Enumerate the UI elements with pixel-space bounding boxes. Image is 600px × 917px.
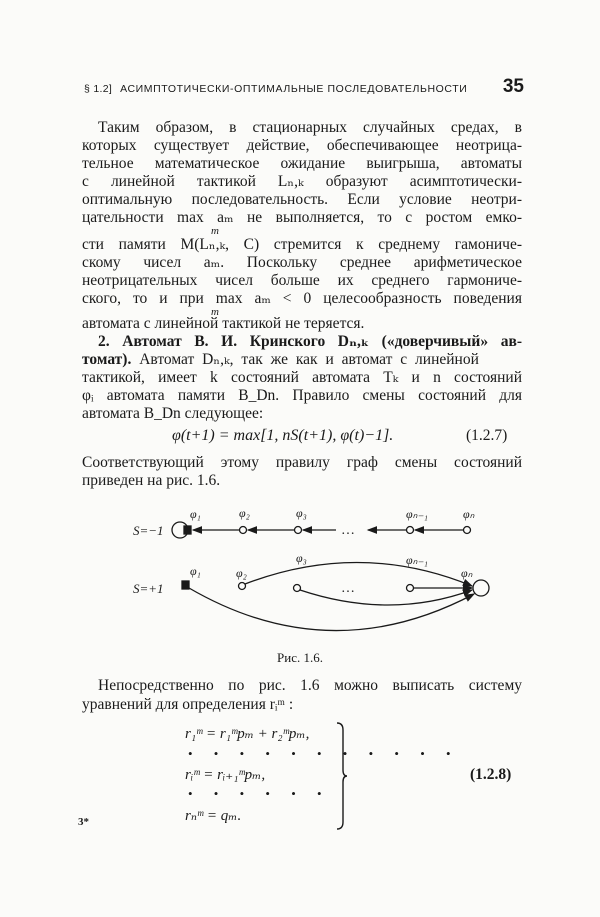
- state-node-active: [182, 581, 189, 589]
- figure-caption: Рис. 1.6.: [277, 650, 323, 665]
- text-line: уравнений для определения rᵢᵐ :: [82, 696, 294, 713]
- text-line: автомата с линейной тактикой не теряется.: [82, 315, 365, 332]
- text-line: тельное математическое ожидание выигрыша, автоматы: [82, 155, 522, 172]
- text-line: приведен на рис. 1.6.: [82, 472, 221, 489]
- transition-arrow: [300, 590, 472, 605]
- text-line: Таким образом, в стационарных случайных средах, в: [98, 119, 522, 136]
- equation-line: rᵢᵐ = rᵢ₊₁ᵐpₘ,: [185, 767, 266, 783]
- state-label: φₙ₋₁: [406, 553, 428, 567]
- text-line: скому чисел aₘ. Поскольку среднее арифметическое: [82, 254, 522, 271]
- text-line: ского, то и при max aₘ < 0 целесообразность поведения: [82, 290, 522, 307]
- text-line: которых существует действие, обеспечивающее неотрица-: [82, 137, 522, 154]
- transition-arrow: [189, 588, 474, 631]
- text-line: цательности max aₘ не выполняется, то с ростом емко-: [82, 209, 522, 226]
- state-label: φ₂: [236, 566, 247, 580]
- state-label: φₙ: [461, 566, 473, 580]
- state-label: φ₃: [296, 506, 307, 520]
- state-node: [295, 527, 302, 534]
- signature-mark: 3*: [78, 816, 89, 828]
- text-line: [82, 351, 522, 369]
- section-number: § 1.2]: [84, 83, 113, 95]
- state-label: φ₃: [296, 551, 307, 565]
- ellipsis: …: [342, 523, 355, 538]
- bottom-row: [133, 551, 489, 631]
- state-node: [294, 585, 301, 592]
- state-node: [239, 583, 246, 590]
- state-label: φ₂: [239, 506, 250, 520]
- state-node: [407, 585, 414, 592]
- page-number: 35: [502, 76, 524, 97]
- running-title: АСИМПТОТИЧЕСКИ-ОПТИМАЛЬНЫЕ ПОСЛЕДОВАТЕЛЬНОСТИ: [120, 83, 468, 95]
- ellipsis: …: [342, 581, 355, 596]
- text-line: оптимальную последовательность. Если условие неотри-: [82, 191, 522, 208]
- ellipsis-row: • • • • • • • • • • •: [188, 746, 460, 761]
- text-line: тактикой, имеет k состояний автомата Tₖ и n состояний: [82, 369, 522, 386]
- right-brace: [336, 722, 348, 830]
- text-line: сти памяти M(Lₙ,ₖ, C) стремится к среднему гамониче-: [82, 236, 522, 253]
- max-index: m: [211, 306, 219, 318]
- state-label: φₙ₋₁: [406, 507, 428, 521]
- state-node: [473, 580, 489, 596]
- equation-number: (1.2.7): [466, 427, 508, 444]
- text-line: неотрицательных чисел больше их среднего гармониче-: [82, 272, 522, 289]
- equation-1-2-7: φ(t+1) = max[1, nS(t+1), φ(t)−1].: [172, 427, 394, 444]
- top-row: [133, 506, 475, 538]
- text-line: Непосредственно по рис. 1.6 можно выписать систему: [98, 677, 522, 694]
- state-node: [240, 527, 247, 534]
- state-label: φ₁: [190, 564, 201, 578]
- equation-number: (1.2.8): [470, 766, 512, 783]
- heading-continuation: томат).: [82, 351, 132, 368]
- state-label: φₙ: [463, 507, 475, 521]
- state-node: [464, 527, 471, 534]
- section-heading: 2. Автомат В. И. Кринского Dₙ,ₖ («доверчивый» ав-: [98, 333, 522, 350]
- transition-arrow: [245, 562, 472, 586]
- text-line: автомата B_Dn следующее:: [82, 405, 264, 422]
- state-node-active: [184, 526, 191, 534]
- text-line: с линейной тактикой Lₙ,ₖ образуют асимптотически-: [82, 173, 522, 190]
- state-label: φ₁: [190, 507, 201, 521]
- input-label-negative: S=−1: [133, 523, 164, 538]
- max-index: m: [211, 225, 219, 237]
- input-label-positive: S=+1: [133, 581, 164, 596]
- equation-line: rₙᵐ = qₘ.: [185, 808, 242, 824]
- running-header: [84, 76, 524, 98]
- equation-line: r₁ᵐ = r₁ᵐpₘ + r₂ᵐpₘ,: [185, 726, 310, 742]
- text-line: φᵢ автомата памяти B_Dn. Правило смены состояний для: [82, 387, 522, 404]
- ellipsis-row: • • • • • •: [188, 786, 331, 801]
- state-graph-figure: [0, 490, 600, 645]
- text-line: Соответствующий этому правилу граф смены состояний: [82, 454, 522, 471]
- state-node: [407, 527, 414, 534]
- text-segment: Автомат Dₙ,ₖ, так же как и автомат с линейной: [131, 351, 479, 368]
